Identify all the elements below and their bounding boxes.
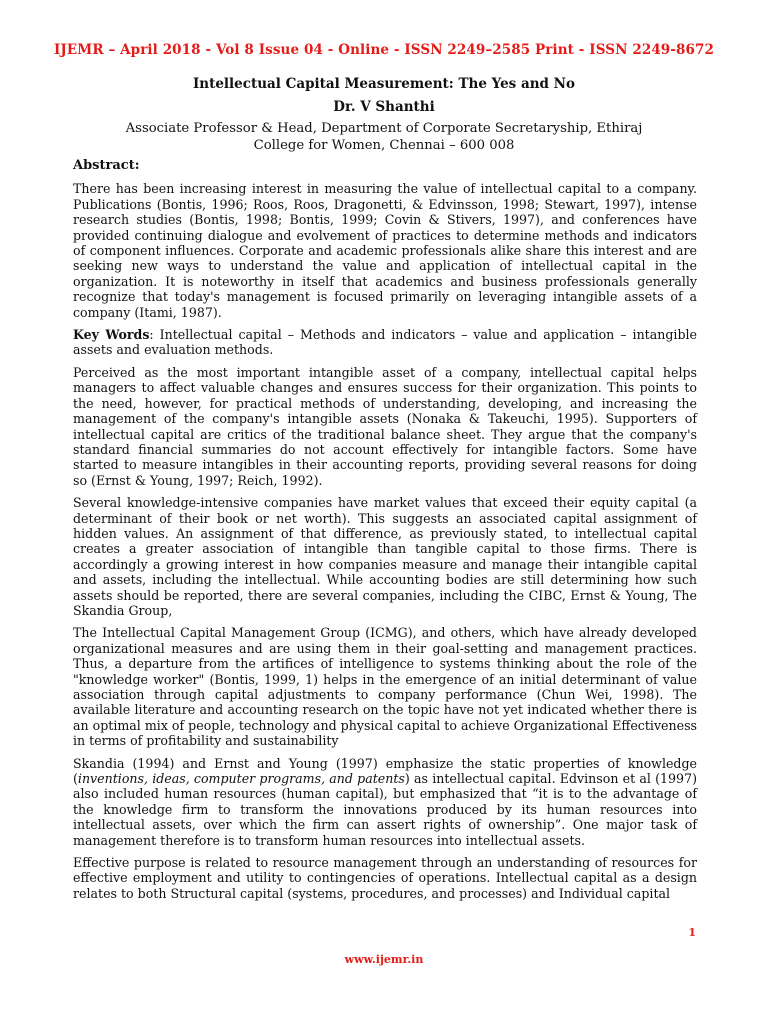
keywords-text: : Intellectual capital – Methods and indicators – value and application – intangible assets and evaluation methods. [73,327,697,358]
paragraph-4-italic: inventions, ideas, computer programs, and patents [77,771,405,787]
keywords-label: Key Words [73,327,150,343]
author-affiliation: Associate Professor & Head, Department of Corporate Secretaryship, Ethiraj College for Women, Chennai – 600 008 [125,121,643,153]
body-paragraph-4 [73,756,697,848]
abstract-text: There has been increasing interest in measuring the value of intellectual capital to a company. Publications (Bontis, 1996; Roos, Roos, Dragonetti, & Edvinsson, 1998; Stewart, 1997), intense research studies (Bontis, 1998; Bontis, 1999; Covin & Stivers, 1997), and conferences have provided continuing dialogue and evolvement of practices to determine methods and indicators of component influences. Corporate and academic professionals alike share this interest and are seeking new ways to understand the value and application of intellectual capital in the organization. It is noteworthy in itself that academics and business professionals generally recognize that today's management is focused primarily on leveraging intangible assets of a company (Itami, 1987). [73,181,697,320]
journal-header: IJEMR – April 2018 - Vol 8 Issue 04 - Online - ISSN 2249–2585 Print - ISSN 2249-8672 [54,42,714,58]
body-paragraph-2: Several knowledge-intensive companies have market values that exceed their equity capital (a determinant of their book or net worth). This suggests an associated capital assignment of hidden values. An assignment of that difference, as previously stated, to intellectual capital creates a greater association of intangible than tangible capital to those firms. There is accordingly a growing interest in how companies measure and manage their intangible capital and assets, including the intellectual. While accounting bodies are still determining how such assets should be reported, there are several companies, including the CIBC, Ernst & Young, The Skandia Group, [73,495,697,618]
keywords-paragraph [73,327,697,358]
abstract-heading: Abstract: [73,158,140,173]
article-title: Intellectual Capital Measurement: The Yes and No [192,76,576,92]
body-paragraph-5: Effective purpose is related to resource management through an understanding of resources for effective employment and utility to contingencies of operations. Intellectual capital as a design relates to both Structural capital (systems, procedures, and processes) and Individual capital [73,855,697,901]
body-paragraph-3: The Intellectual Capital Management Group (ICMG), and others, which have already developed organizational measures and are using them in their goal-setting and management practices. Thus, a departure from the artifices of intelligence to systems thinking about the role of the "knowledge worker" (Bontis, 1999, 1) helps in the emergence of an initial determinant of value association through capital adjustments to company performance (Chun Wei, 1998). The available literature and accounting research on the topic have not yet indicated whether there is an optimal mix of people, technology and physical capital to achieve Organizational Effectiveness in terms of profitability and sustainability [73,625,697,749]
paragraph-4-start: Skandia (1994) and Ernst and Young (1997) emphasize the static properties of knowledge ( [73,755,697,787]
footer-url[interactable]: www.ijemr.in [344,953,424,966]
article-body [73,158,697,908]
body-paragraph-1: Perceived as the most important intangible asset of a company, intellectual capital helps managers to affect valuable changes and ensures success for their organization. This points to the need, however, for practical methods of understanding, developing, and increasing the management of the company's intangible assets (Nonaka & Takeuchi, 1995). Supporters of intellectual capital are critics of the traditional balance sheet. They argue that the company's standard financial summaries do not account effectively for intangible factors. Some have started to measure intangibles in their accounting reports, providing several reasons for doing so (Ernst & Young, 1997; Reich, 1992). [73,364,697,488]
article-author: Dr. V Shanthi [333,99,435,115]
paragraph-4-end: ) as intellectual capital. Edvinson et al (1997) also included human resources (human capital), but emphasized that “it is to the advantage of the knowledge firm to transform the innovations produced by its human resources into intellectual assets, over which the firm can assert rights of ownership”. One major task of management therefore is to transform human resources into intellectual assets. [73,771,697,848]
page-number: 1 [688,926,696,939]
